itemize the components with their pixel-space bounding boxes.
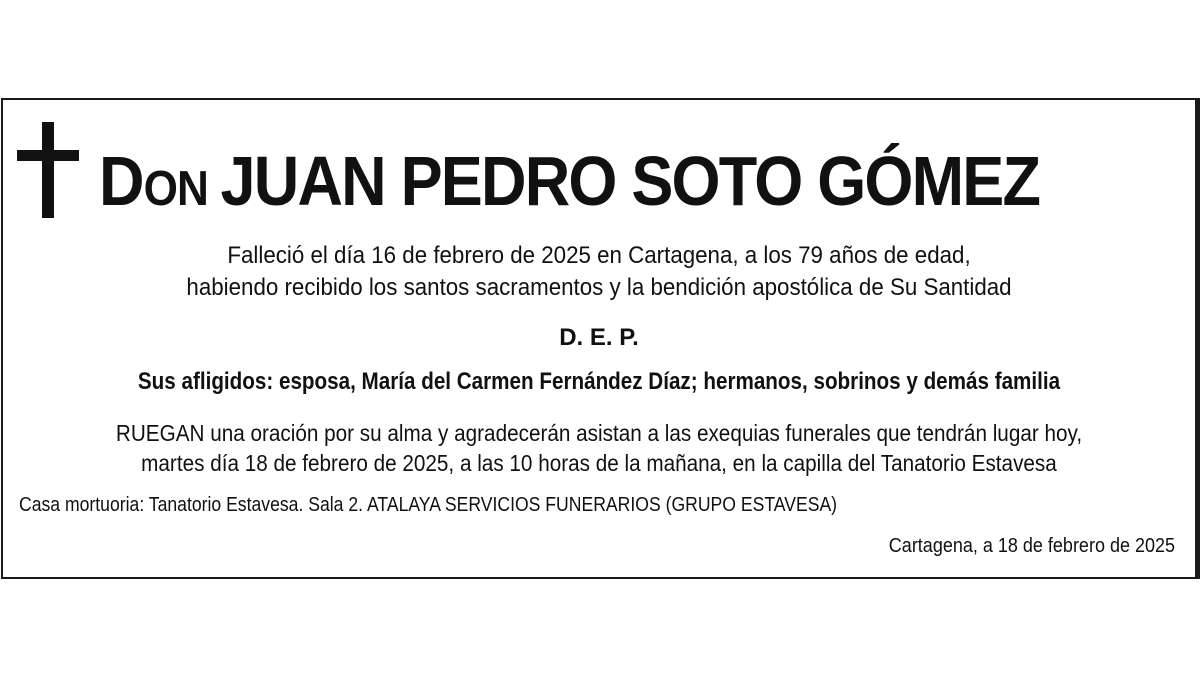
death-line-1: Falleció el día 16 de febrero de 2025 en Cartagena, a los 79 años de edad, <box>227 242 971 269</box>
place-and-date: Cartagena, a 18 de febrero de 2025 <box>888 535 1175 557</box>
honorific: Don <box>99 142 208 220</box>
death-details <box>45 240 1154 304</box>
deceased-name-heading <box>99 140 1071 222</box>
cross-icon <box>17 122 79 218</box>
prayer-line-1: RUEGAN una oración por su alma y agradecerán asistan a las exequias funerales que tendrán lugar hoy, <box>115 420 1083 446</box>
deceased-name: JUAN PEDRO SOTO GÓMEZ <box>220 142 1040 220</box>
prayer-request <box>63 418 1136 478</box>
prayer-line-2: martes día 18 de febrero de 2025, a las 10 horas de la mañana, en la capilla del Tanatorio Estavesa <box>141 450 1057 476</box>
family-mourners: Sus afligidos: esposa, María del Carmen Fernández Díaz; hermanos, sobrinos y demás familia <box>137 368 1061 395</box>
rest-in-peace-text: D. E. P. <box>559 324 639 351</box>
obituary-notice <box>1 98 1200 579</box>
wake-location: Casa mortuoria: Tanatorio Estavesa. Sala 2. ATALAYA SERVICIOS FUNERARIOS (GRUPO ESTAVESA) <box>19 494 838 516</box>
death-line-2: habiendo recibido los santos sacramentos y la bendición apostólica de Su Santidad <box>186 274 1012 301</box>
